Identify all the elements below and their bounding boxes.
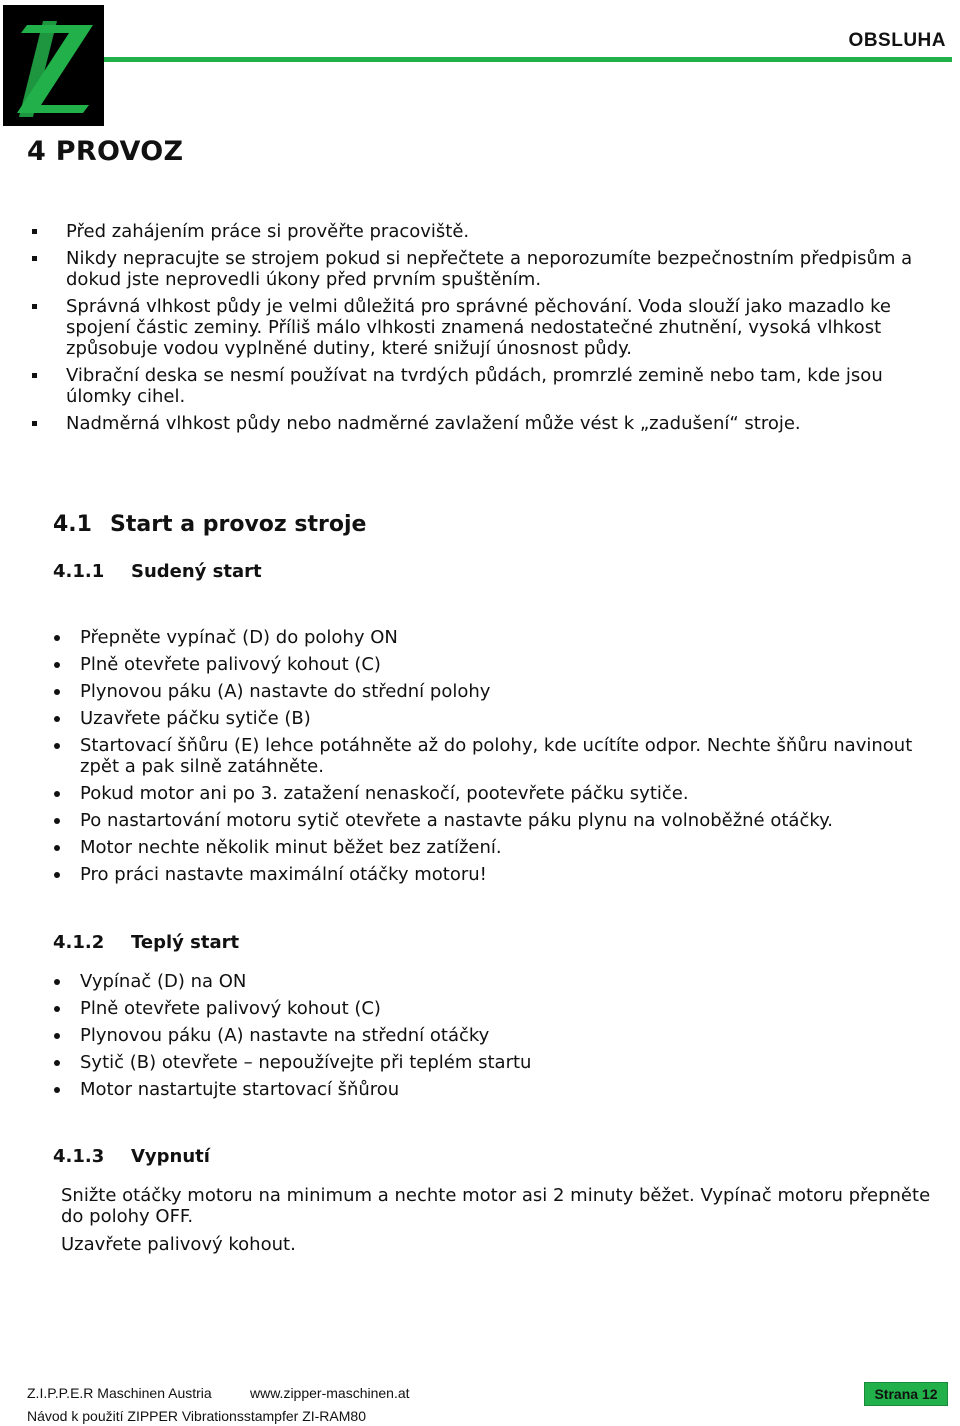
section-heading-4-1 — [53, 512, 366, 537]
list-item: Startovací šňůru (E) lehce potáhněte až do polohy, kde ucítíte odpor. Nechte šňůru navinout zpět a pak silně zatáhněte. — [53, 735, 950, 777]
list-item: Plně otevřete palivový kohout (C) — [53, 998, 950, 1019]
list-item: Nikdy nepracujte se strojem pokud si nepřečtete a neporozumíte bezpečnostním předpisům a dokud jste neprovedli úkony před prvním spuštěním. — [30, 248, 950, 290]
chapter-title: 4 PROVOZ — [27, 136, 184, 167]
header-title: OBSLUHA — [848, 30, 946, 51]
list-item: Motor nastartujte startovací šňůrou — [53, 1079, 950, 1100]
section-heading-4-1-2 — [53, 932, 239, 953]
shutdown-paragraph: Snižte otáčky motoru na minimum a nechte motor asi 2 minuty běžet. Vypínač motoru přepněte do polohy OFF. — [61, 1185, 931, 1227]
list-item: Plně otevřete palivový kohout (C) — [53, 654, 950, 675]
section-heading-4-1-1 — [53, 561, 262, 582]
zipper-logo-icon — [3, 5, 104, 126]
list-item: Motor nechte několik minut běžet bez zatížení. — [53, 837, 950, 858]
section-heading-4-1-3 — [53, 1146, 210, 1167]
list-item: Po nastartování motoru sytič otevřete a nastavte páku plynu na volnoběžné otáčky. — [53, 810, 950, 831]
section-number: 4.1.1 — [53, 561, 105, 582]
shutdown-paragraph: Uzavřete palivový kohout. — [61, 1234, 296, 1255]
list-item: Vypínač (D) na ON — [53, 971, 950, 992]
section-number: 4.1.2 — [53, 932, 105, 953]
cold-start-steps — [53, 627, 950, 891]
list-item: Vibrační deska se nesmí používat na tvrdých půdách, promrzlé zemině nebo tam, kde jsou úlomky cihel. — [30, 365, 950, 407]
list-item: Plynovou páku (A) nastavte do střední polohy — [53, 681, 950, 702]
warm-start-steps — [53, 971, 950, 1106]
section-title: Start a provoz stroje — [110, 512, 367, 537]
list-item: Přepněte vypínač (D) do polohy ON — [53, 627, 950, 648]
footer-document-title: Návod k použití ZIPPER Vibrationsstampfer ZI-RAM80 — [27, 1408, 366, 1424]
list-item: Pokud motor ani po 3. zatažení nenaskočí, pootevřete páčku sytiče. — [53, 783, 950, 804]
list-item: Pro práci nastavte maximální otáčky motoru! — [53, 864, 950, 885]
page-number-badge: Strana 12 — [864, 1382, 948, 1406]
section-title: Sudený start — [131, 561, 262, 582]
list-item: Správná vlhkost půdy je velmi důležitá pro správné pěchování. Voda slouží jako mazadlo ke spojení částic zeminy. Příliš málo vlhkosti znamená nedostatečné zhutnění, vysoká vlhkost způsobuje vodou vyplněné dutiny, které snižují únosnost půdy. — [30, 296, 950, 359]
section-title: Vypnutí — [131, 1146, 210, 1167]
footer-website: www.zipper-maschinen.at — [250, 1385, 410, 1401]
intro-bullet-list — [30, 221, 950, 440]
footer-company: Z.I.P.P.E.R Maschinen Austria — [27, 1385, 212, 1401]
list-item: Sytič (B) otevřete – nepoužívejte při teplém startu — [53, 1052, 950, 1073]
section-number: 4.1 — [53, 512, 92, 537]
header-rule — [104, 57, 952, 62]
list-item: Před zahájením práce si prověřte pracoviště. — [30, 221, 950, 242]
list-item: Plynovou páku (A) nastavte na střední otáčky — [53, 1025, 950, 1046]
list-item: Uzavřete páčku sytiče (B) — [53, 708, 950, 729]
section-number: 4.1.3 — [53, 1146, 105, 1167]
list-item: Nadměrná vlhkost půdy nebo nadměrné zavlažení může vést k „zadušení“ stroje. — [30, 413, 950, 434]
section-title: Teplý start — [131, 932, 240, 953]
